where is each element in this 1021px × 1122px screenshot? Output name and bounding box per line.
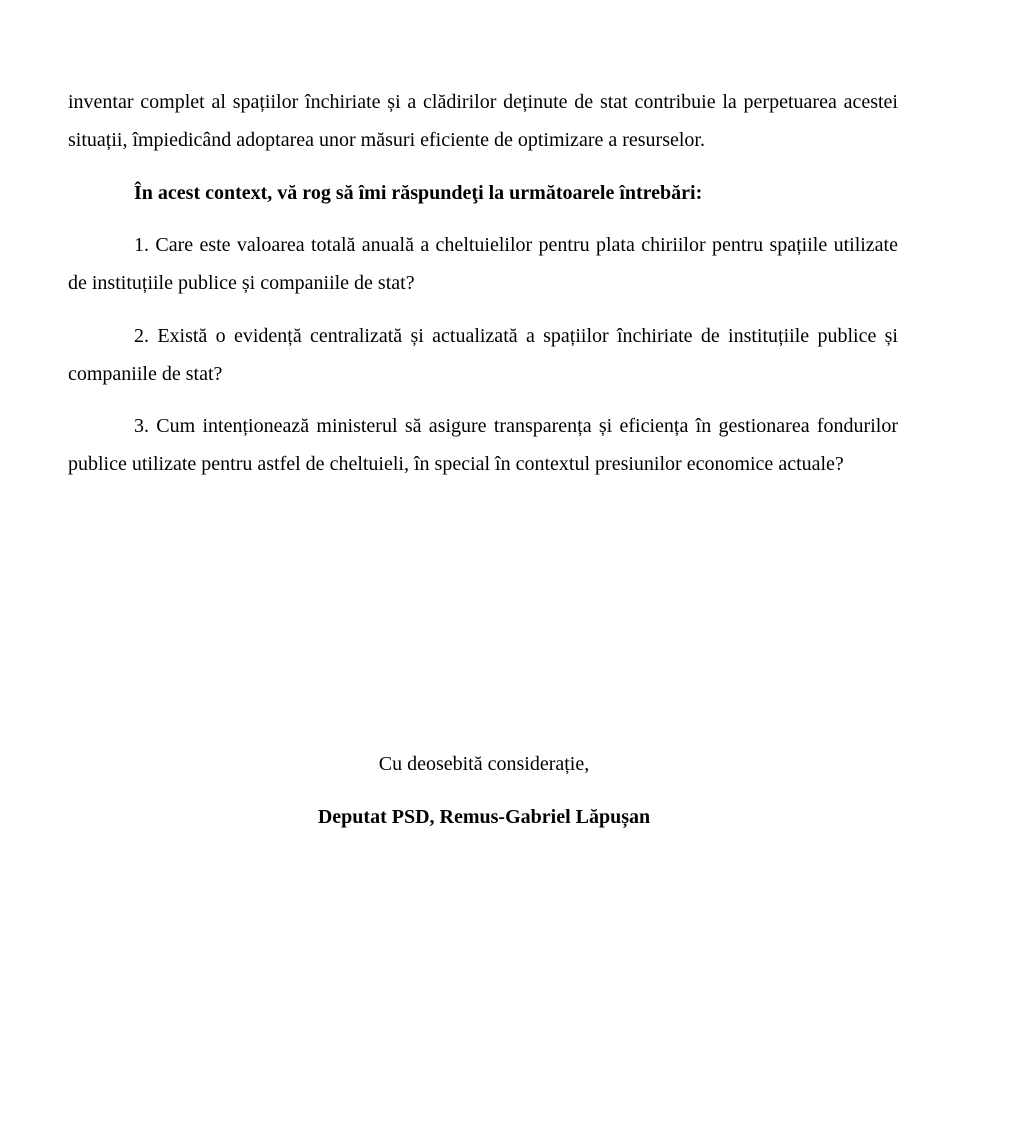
question-1: 1. Care este valoarea totală anuală a cheltuielilor pentru plata chiriilor pentru spațiile utilizate de instituțiile publice și companiile de stat? [68, 234, 898, 294]
question-2: 2. Există o evidență centralizată și actualizată a spațiilor închiriate de instituțiile publice și companiile de stat? [68, 325, 898, 385]
signature-line: Deputat PSD, Remus-Gabriel Lăpușan [317, 806, 651, 828]
context-heading: În acest context, vă rog să îmi răspundeţi la următoarele întrebări: [134, 182, 703, 204]
intro-paragraph: inventar complet al spațiilor închiriate și a clădirilor deținute de stat contribuie la perpetuarea acestei situații, împiedicând adoptarea unor măsuri eficiente de optimizare a resurselor. [68, 91, 898, 151]
question-3: 3. Cum intenționează ministerul să asigure transparența și eficiența în gestionarea fondurilor publice utilizate pentru astfel de cheltuieli, în special în contextul presiunilor economice actuale? [68, 415, 898, 475]
closing-salutation: Cu deosebită considerație, [378, 753, 590, 775]
